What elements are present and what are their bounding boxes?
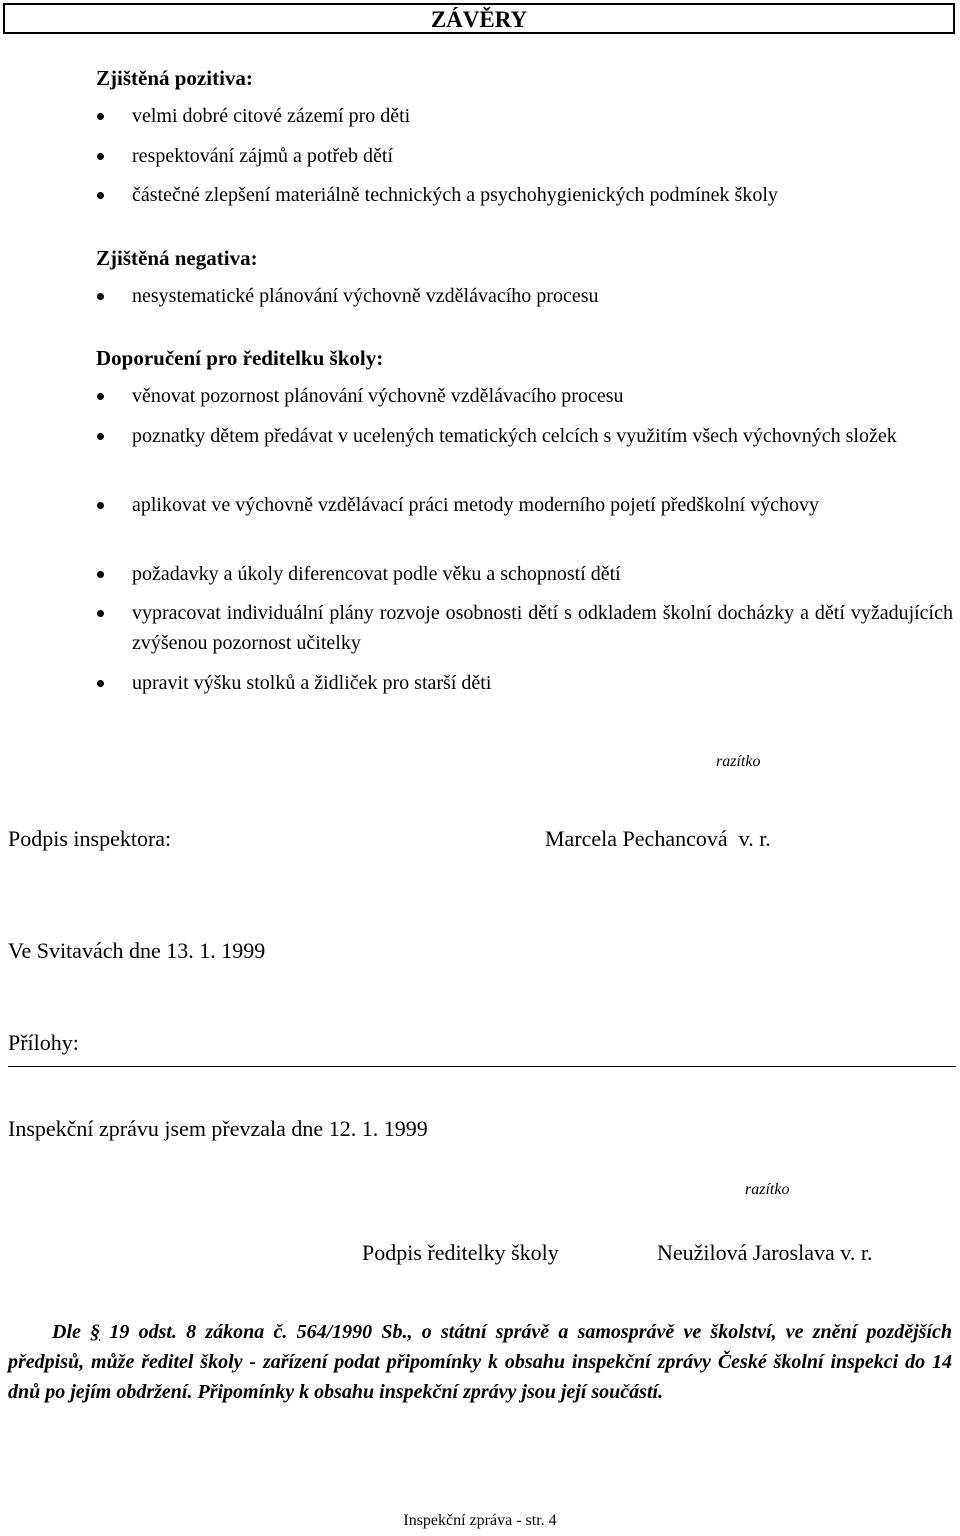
list-item-text: nesystematické plánování výchovně vzdělávacího procesu <box>132 285 599 307</box>
list-item-text: upravit výšku stolků a židliček pro starší děti <box>132 672 492 694</box>
list-item <box>96 281 953 311</box>
negatives-heading: Zjištěná negativa: <box>96 246 258 270</box>
list-item <box>96 421 953 451</box>
list-item <box>96 141 953 171</box>
page-footer: Inspekční zpráva - str. 4 <box>403 1512 557 1529</box>
place-date: Ve Svitavách dne 13. 1. 1999 <box>8 938 266 963</box>
list-item <box>96 381 953 411</box>
section-symbol: § <box>90 1321 101 1343</box>
list-item-text: částečné zlepšení materiálně technických a psychohygienických podmínek školy <box>132 184 778 206</box>
list-item-text: vypracovat individuální plány rozvoje osobnosti dětí s odkladem školní docházky a dětí vyžadujících zvýšenou pozornost učitelky <box>132 602 953 654</box>
list-item-text: respektování zájmů a potřeb dětí <box>132 145 394 167</box>
director-signature-label: Podpis ředitelky školy <box>362 1240 559 1265</box>
received-statement: Inspekční zprávu jsem převzala dne 12. 1. 1999 <box>8 1116 428 1141</box>
stamp-label: razítko <box>745 1181 790 1198</box>
legal-note <box>8 1317 952 1407</box>
list-item <box>96 101 953 131</box>
list-item <box>96 598 953 658</box>
director-name: Neužilová Jaroslava v. r. <box>657 1240 873 1265</box>
list-item <box>96 559 953 589</box>
legal-law-reference: 19 odst. 8 zákona č. 564/1990 Sb. <box>109 1321 408 1343</box>
legal-prefix: Dle <box>52 1321 81 1343</box>
stamp-label: razítko <box>716 753 761 770</box>
list-item-text: velmi dobré citové zázemí pro děti <box>132 105 411 127</box>
inspector-signature-label: Podpis inspektora: <box>8 826 172 851</box>
list-item-text: poznatky dětem předávat v ucelených tematických celcích s využitím všech výchovných složek <box>132 425 897 447</box>
list-item-text: aplikovat ve výchovně vzdělávací práci metody moderního pojetí předškolní výchovy <box>132 494 820 516</box>
recommendations-heading: Doporučení pro ředitelku školy: <box>96 346 384 370</box>
list-item <box>96 490 953 520</box>
list-item <box>96 668 953 698</box>
divider <box>8 1066 956 1067</box>
list-item-text: požadavky a úkoly diferencovat podle věku a schopností dětí <box>132 563 621 585</box>
inspector-name: Marcela Pechancová v. r. <box>545 826 771 851</box>
positives-heading: Zjištěná pozitiva: <box>96 66 253 90</box>
list-item <box>96 180 953 210</box>
page-title: ZÁVĚRY <box>3 3 955 34</box>
list-item-text: věnovat pozornost plánování výchovně vzdělávacího procesu <box>132 385 624 407</box>
legal-body: , o státní správě a samosprávě ve školství, ve znění pozdějších předpisů, může ředitel školy - zařízení podat připomínky k obsahu inspekční zprávy České školní inspekci do 14 dnů po jejím obdržení. Připomínky k obsahu inspekční zprávy jsou její součástí. <box>8 1321 953 1403</box>
attachments-label: Přílohy: <box>8 1030 79 1055</box>
